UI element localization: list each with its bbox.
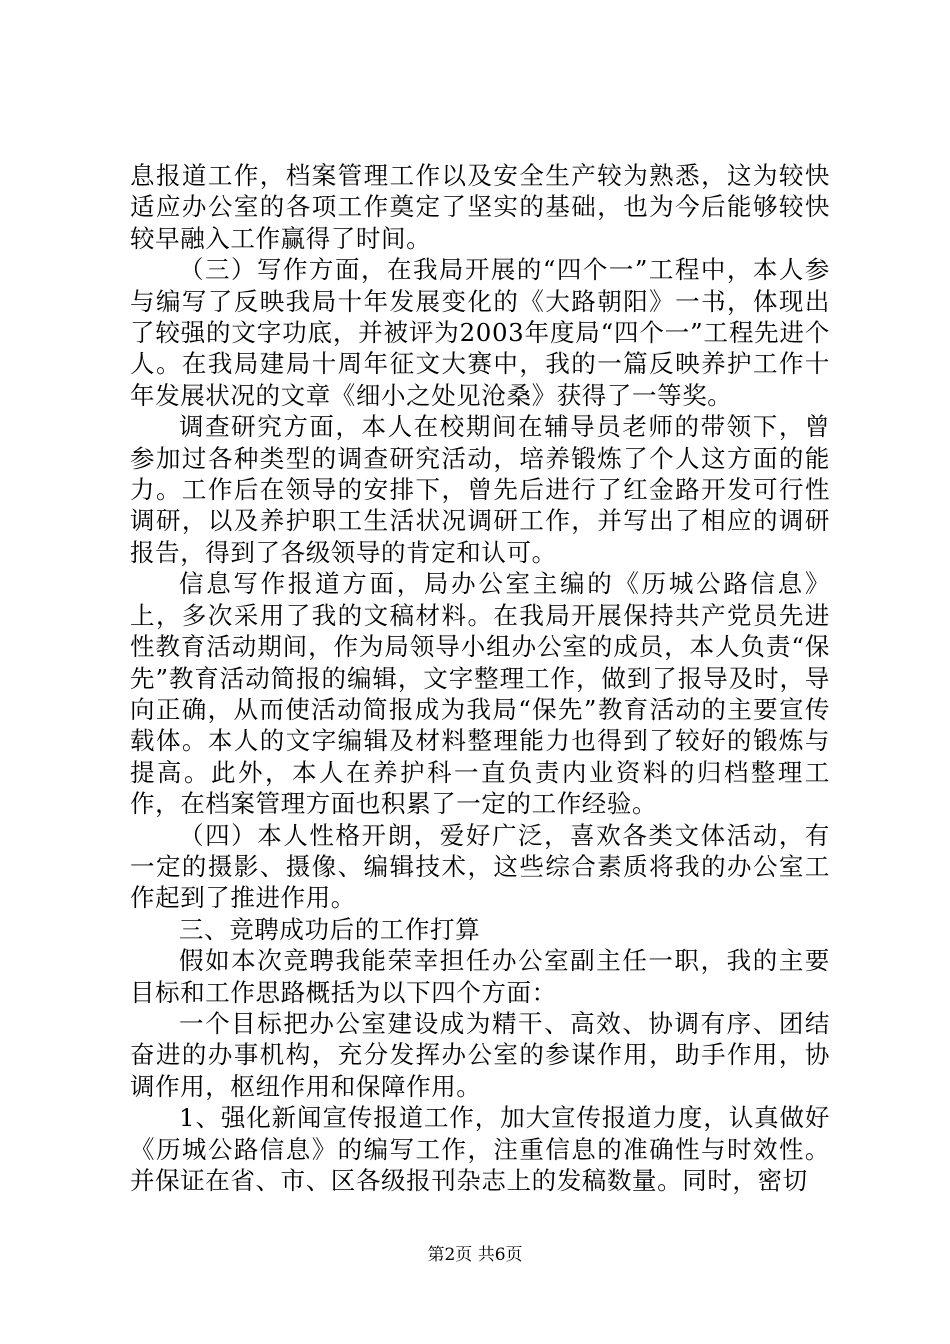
paragraph-plan-intro: 假如本次竞聘我能荣幸担任办公室副主任一职，我的主要目标和工作思路概括为以下四个方面： [130, 946, 830, 1007]
paragraph-goal: 一个目标把办公室建设成为精干、高效、协调有序、团结奋进的办事机构，充分发挥办公室的参谋作用，助手作用，协调作用，枢纽作用和保障作用。 [130, 1008, 830, 1101]
paragraph-item-1: 1、强化新闻宣传报道工作，加大宣传报道力度，认真做好《历城公路信息》的编写工作，注重信息的准确性与时效性。并保证在省、市、区各级报刊杂志上的发稿数量。同时，密切 [130, 1103, 830, 1195]
paragraph-research: 调查研究方面，本人在校期间在辅导员老师的带领下，曾参加过各种类型的调查研究活动，培养锻炼了个人这方面的能力。工作后在领导的安排下，曾先后进行了红金路开发可行性调研，以及养护职工生活状况调研工作，并写出了相应的调研报告，得到了各级领导的肯定和认可。 [130, 412, 830, 567]
paragraph-personality: （四）本人性格开朗，爱好广泛，喜欢各类文体活动，有一定的摄影、摄像、编辑技术，这些综合素质将我的办公室工作起到了推进作用。 [130, 820, 830, 913]
paragraph-reporting: 信息写作报道方面，局办公室主编的《历城公路信息》上，多次采用了我的文稿材料。在我局开展保持共产党员先进性教育活动期间，作为局领导小组办公室的成员，本人负责“保先”教育活动简报的编辑，文字整理工作，做到了报导及时，导向正确，从而使活动简报成为我局“保先”教育活动的主要宣传载体。本人的文字编辑及材料整理能力也得到了较好的锻炼与提高。此外，本人在养护科一直负责内业资料的归档整理工作，在档案管理方面也积累了一定的工作经验。 [130, 569, 830, 819]
document-body [130, 160, 830, 1196]
page-footer: 第2页 共6页 [427, 1245, 523, 1265]
paragraph-continuation: 息报道工作，档案管理工作以及安全生产较为熟悉，这为较快适应办公室的各项工作奠定了坚实的基础，也为今后能够较快较早融入工作赢得了时间。 [130, 161, 830, 253]
paragraph-writing: （三）写作方面，在我局开展的“四个一”工程中，本人参与编写了反映我局十年发展变化的《大路朝阳》一书，体现出了较强的文字功底，并被评为2003年度局“四个一”工程先进个人。在我局建局十周年征文大赛中，我的一篇反映养护工作十年发展状况的文章《细小之处见沧桑》获得了一等奖。 [130, 255, 830, 410]
section-heading: 三、竞聘成功后的工作打算 [179, 914, 481, 944]
